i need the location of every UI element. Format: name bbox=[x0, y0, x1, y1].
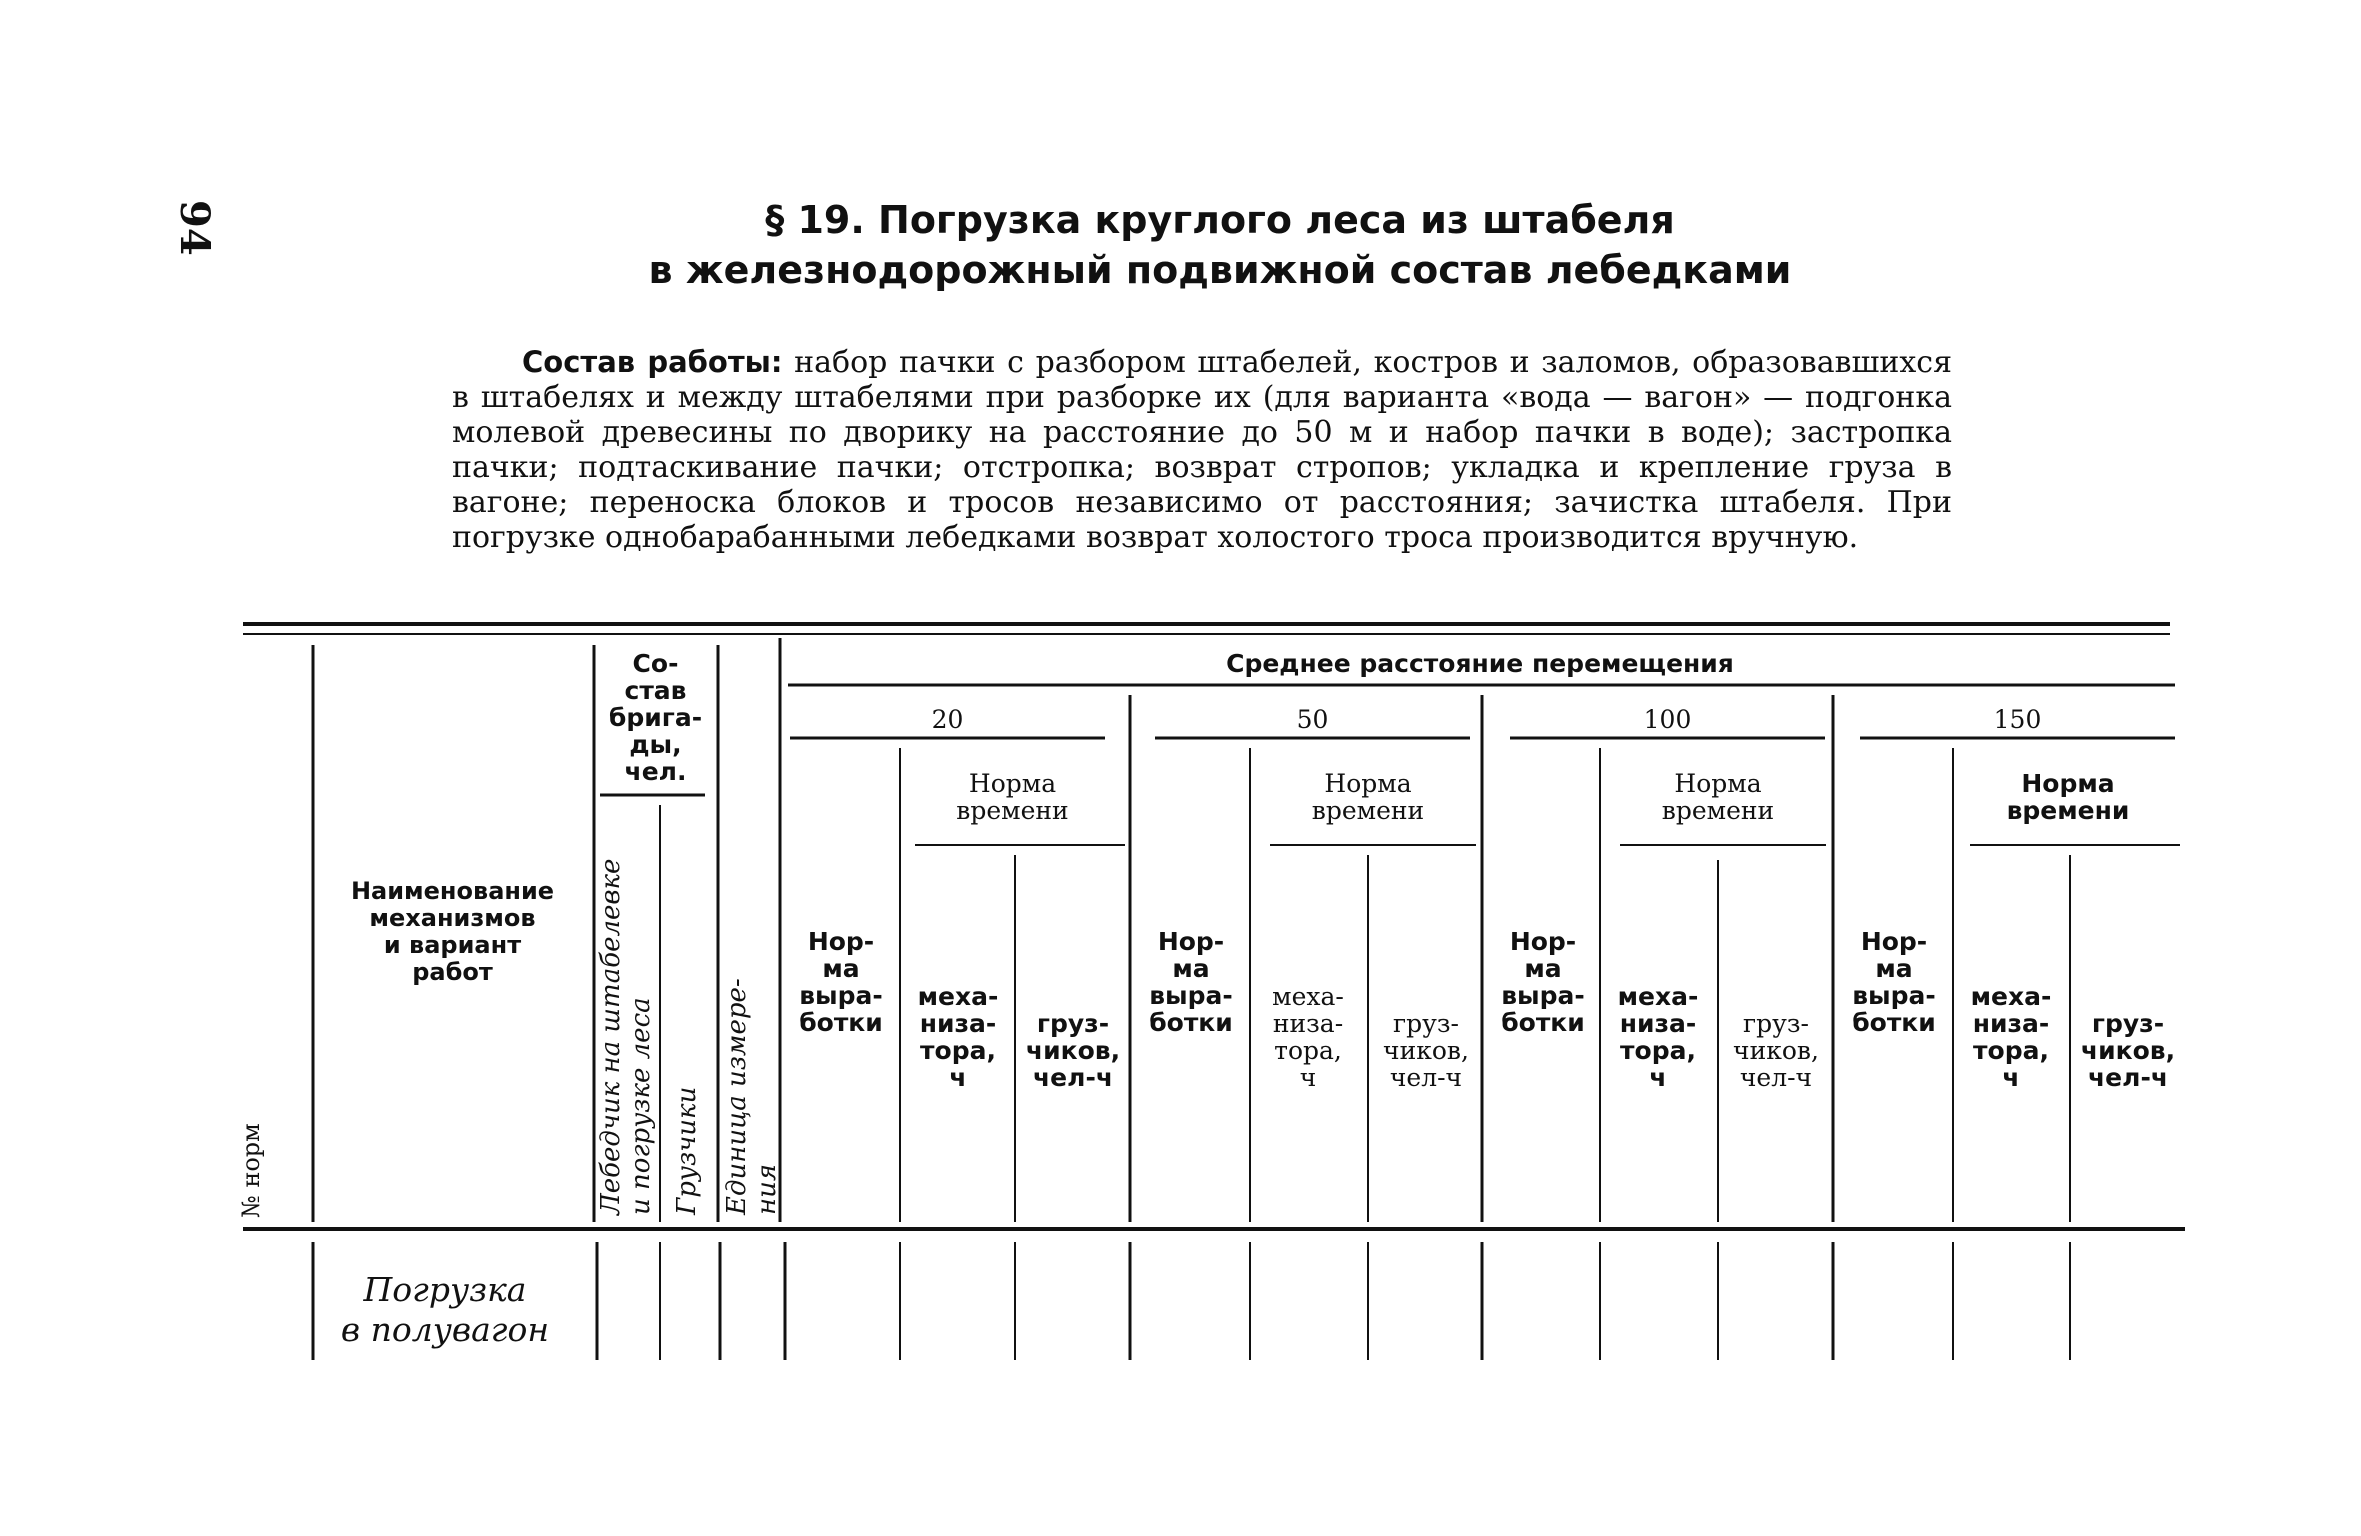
title-line-1: § 19. Погрузка круглого леса из штабеля bbox=[765, 198, 1675, 242]
col-unit-header: Единица измере- ния bbox=[722, 978, 782, 1215]
loaders-hours-100: груз- чиков, чел-ч bbox=[1733, 1009, 1819, 1092]
mechanizer-hours-150: меха- низа- тора, ч bbox=[1970, 982, 2052, 1092]
distance-150: 150 bbox=[1993, 705, 2042, 734]
norm-time-20: Норма времени bbox=[956, 769, 1069, 825]
col-name-header: Наименование механизмов и вариант работ bbox=[350, 877, 555, 986]
page-number: 94 bbox=[171, 200, 218, 256]
distance-50: 50 bbox=[1296, 705, 1329, 734]
mechanizer-hours-100: меха- низа- тора, ч bbox=[1617, 982, 1699, 1092]
col-brigade-header: Со- став брига- ды, чел. bbox=[608, 649, 703, 786]
norm-output-50: Нор- ма выра- ботки bbox=[1149, 927, 1233, 1037]
norm-output-150: Нор- ма выра- ботки bbox=[1852, 927, 1936, 1037]
col-number-header: № норм bbox=[237, 1123, 265, 1218]
mechanizer-hours-20: меха- низа- тора, ч bbox=[917, 982, 999, 1092]
norm-time-150: Норма времени bbox=[2006, 769, 2130, 825]
norm-time-100: Норма времени bbox=[1661, 769, 1775, 825]
loaders-hours-20: груз- чиков, чел-ч bbox=[1025, 1009, 1121, 1092]
norm-time-50: Норма времени bbox=[1311, 769, 1425, 825]
mechanizer-hours-50: меха- низа- тора, ч bbox=[1272, 982, 1344, 1092]
norm-output-20: Нор- ма выра- ботки bbox=[799, 927, 883, 1037]
distance-100: 100 bbox=[1643, 705, 1692, 734]
distance-20: 20 bbox=[931, 705, 964, 734]
loaders-hours-150: груз- чиков, чел-ч bbox=[2080, 1009, 2176, 1092]
loaders-hours-50: груз- чиков, чел-ч bbox=[1383, 1009, 1469, 1092]
description-label: Состав работы: bbox=[522, 345, 783, 379]
col-winch-operator-header: Лебедчик на штабелевке и погрузке леса bbox=[596, 858, 656, 1215]
distance-header: Среднее расстояние перемещения bbox=[1226, 649, 1734, 678]
title-line-2: в железнодорожный подвижной состав лебедками bbox=[648, 248, 1792, 292]
section-label-gondola: Погрузка в полувагон bbox=[340, 1270, 550, 1349]
description-text: набор пачки с разбором штабелей, костров и заломов, образовавшихся в штабелях и между штабелями при разборке их (для варианта «вода — вагон» — подгонка молевой древесины по дворику на расстояние до 50 м и набор пачки в воде); застропка пачки; подтаскивание пачки; отстропка; возврат стропов; укладка и крепление груза в вагоне; переноска блоков и тросов независимо от расстояния; зачистка штабеля. При погрузке однобарабанными лебедками возврат холостого троса производится вручную. bbox=[452, 345, 1952, 555]
norm-output-100: Нор- ма выра- ботки bbox=[1501, 927, 1585, 1037]
col-loaders-header: Грузчики bbox=[672, 1086, 702, 1215]
